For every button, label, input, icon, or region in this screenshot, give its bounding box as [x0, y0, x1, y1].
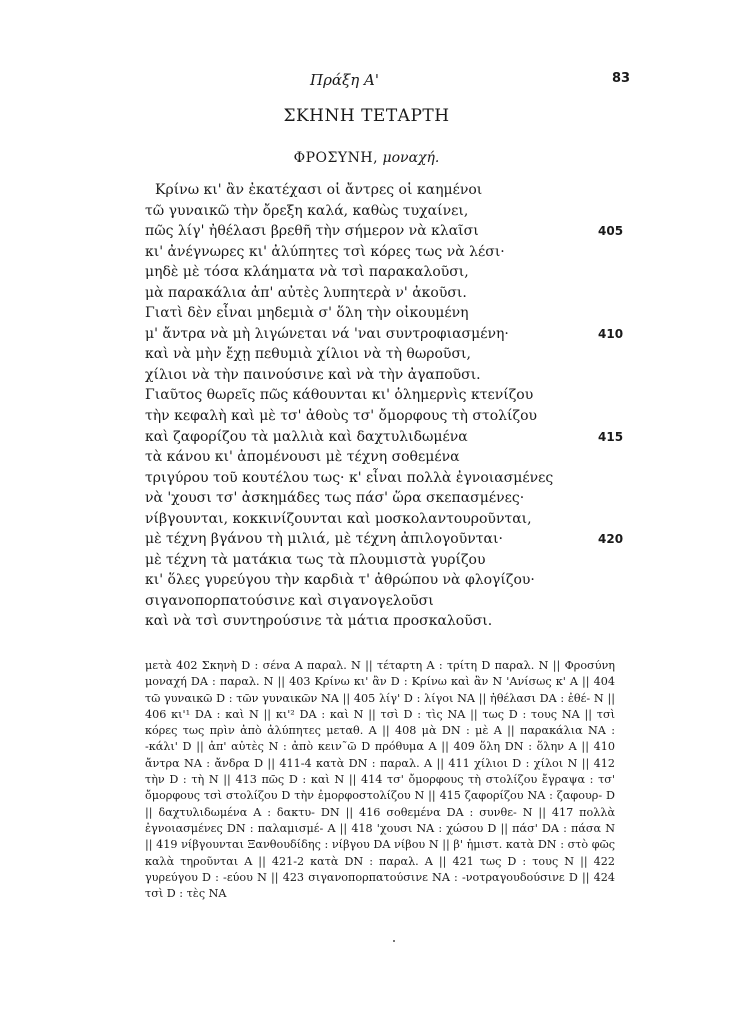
verse-text: πῶς λίγ' ἠθέλασι βρεθῆ τὴν σήμερον νὰ κλαῖσι	[145, 223, 479, 240]
verse-line	[145, 447, 635, 468]
verse-text: τὰ κάνου κι' ἀπομένουσι μὲ τέχνη σοθεμένα	[145, 449, 460, 466]
line-number: 405	[598, 224, 624, 239]
verse-line	[145, 406, 635, 427]
apparatus-text: μετὰ 402 Σκηνὴ D : σένα A παραλ. N || τέταρτη A : τρίτη D παραλ. N || Φροσύνη μοναχή DA : παραλ. N || 403 Κρίνω κι' ἂν D : Κρίνω καὶ ἂν N 'Ανίσως κ' A || 404 τῶ γυναικῶ D : τῶν γυναικῶν NA || 405 λίγ' D : λίγοι NA || ἠθέλασι DA : ἐθέ- N || 406 κι'¹ DA : καὶ N || κι'² DA : καὶ N || τσὶ D : τὶς NA || τως D : τους NA || τσὶ κόρες τως πρὶν ἀπὸ ἀλύπητες μεταθ. A || 408 μὰ DN : μὲ A || παρακάλια NA : -κάλι' D || ἀπ' αὐτὲς N : ἀπὸ κειν῀ῶ D πρόθυμα A || 409 ὅλη DN : ὅλην A || 410 ἄντρα NA : ἄνδρα D || 411-4 κατὰ DN : παραλ. A || 411 χίλιοι D : χίλοι N || 412 τὴν D : τὴ N || 413 πῶς D : καὶ N || 414 τσ' ὄμορφους τὴ στολίζου ἔγραψα : τσ' ὄμορφους τσὶ στολίζου D τὴν ἐμορφοστολίζου N || 415 ζαφορίζου NA : ζαφουρ- D || δαχτυλιδωμένα A : δακτυ- DN || 416 σοθεμένα DA : συνθε- N || 417 πολλὰ ἐγνοιασμένες DN : παλαμισμέ- A || 418 'χουσι NA : χώσου D || πάσ' DA : πάσα N || 419 νίβγουνται Ξανθουδίδης : νίβγου DA νίβου N || β' ἡμιστ. κατὰ DN : στὸ φῶς καλὰ τηροῦνται A || 421-2 κατὰ DN : παραλ. A || 421 τως D : τους N || 422 γυρεύγου D : -εύου N || 423 σιγανοπορπατούσινε NA : -νοτραγουδούσινε D || 424 τσὶ D : τὲς NA	[145, 659, 615, 901]
verse-line	[145, 550, 635, 571]
verse-line	[145, 385, 635, 406]
verse-line	[145, 529, 635, 550]
verse-text: τριγύρου τοῦ κουτέλου τως· κ' εἶναι πολλὰ ἐγνοιασμένες	[145, 469, 554, 486]
verse-text: Κρίνω κι' ἂν ἐκατέχασι οἱ ἄντρες οἱ καημένοι	[155, 182, 483, 198]
verse-text: νίβγουνται, κοκκινίζουνται καὶ μοσκολαντουροῦνται,	[145, 510, 532, 527]
running-head	[0, 71, 733, 91]
verse-line	[145, 324, 635, 345]
verse-line	[145, 611, 635, 632]
verse-text: σιγανοπορπατούσινε καὶ σιγανογελοῦσι	[145, 592, 434, 609]
verse-text: κι' ἀνέγνωρες κι' ἀλύπητες τσὶ κόρες τως νὰ λέσι·	[145, 243, 505, 260]
verse-line	[145, 201, 635, 222]
verse-text: καὶ νὰ τσὶ συντηρούσινε τὰ μάτια προσκαλοῦσι.	[145, 613, 493, 630]
verse-text: κι' ὅλες γυρεύγου τὴν καρδιὰ τ' ἀθρώπου νὰ φλογίζου·	[145, 572, 535, 589]
scene-heading: ΣΚΗΝΗ ΤΕΤΑΡΤΗ	[283, 106, 450, 126]
verse-line	[145, 303, 635, 324]
verse-text: νὰ 'χουσι τσ' ἀσκημάδες τως πάσ' ὥρα σκεπασμένες·	[145, 490, 525, 507]
verse-line	[145, 242, 635, 263]
verse-text: Γιαῦτος θωρεῖς πῶς κάθουνται κι' ὁλημερνὶς κτενίζου	[145, 387, 534, 404]
verse-text: καὶ ζαφορίζου τὰ μαλλιὰ καὶ δαχτυλιδωμένα	[145, 428, 468, 445]
line-number: 415	[598, 429, 624, 444]
speaker-line	[0, 150, 733, 166]
verse-line	[145, 262, 635, 283]
verse-text: χίλιοι νὰ τὴν παινούσινε καὶ νὰ τὴν ἀγαποῦσι.	[145, 366, 481, 383]
verse-text: καὶ νὰ μὴν ἔχῃ πεθυμιὰ χίλιοι νὰ τὴ θωροῦσι,	[145, 346, 471, 363]
line-number: 410	[598, 326, 624, 341]
critical-apparatus	[145, 658, 615, 902]
verse-block	[145, 180, 635, 632]
running-title: Πράξη Α'	[310, 71, 380, 89]
speaker-name: ΦΡΟΣΥΝΗ,	[293, 150, 379, 166]
verse-line	[145, 427, 635, 448]
verse-line	[145, 488, 635, 509]
verse-text: Γιατὶ δὲν εἶναι μηδεμιὰ σ' ὅλη τὴν οἰκουμένη	[145, 305, 469, 322]
verse-text: τὴν κεφαλὴ καὶ μὲ τσ' ἀθοὺς τσ' ὄμορφους τὴ στολίζου	[145, 408, 538, 425]
verse-line	[145, 221, 635, 242]
verse-text: τῶ γυναικῶ τὴν ὄρεξη καλά, καθὼς τυχαίνει,	[145, 202, 469, 219]
verse-text: μηδὲ μὲ τόσα κλάηματα νὰ τσὶ παρακαλοῦσι,	[145, 264, 469, 281]
verse-line	[145, 570, 635, 591]
verse-text: μὰ παρακάλια ἀπ' αὐτὲς λυπητερὰ ν' ἀκοῦσι.	[145, 284, 467, 301]
page-number: 83	[612, 71, 631, 86]
verse-line	[145, 283, 635, 304]
scan-speck	[393, 940, 395, 942]
verse-text: μὲ τέχνη τὰ ματάκια τως τὰ πλουμιστὰ γυρίζου	[145, 551, 486, 568]
verse-line	[145, 344, 635, 365]
verse-line	[145, 468, 635, 489]
verse-line	[145, 365, 635, 386]
verse-text: μ' ἄντρα νὰ μὴ λιγώνεται νά 'ναι συντροφιασμένη·	[145, 325, 509, 342]
line-number: 420	[598, 532, 624, 547]
verse-text: μὲ τέχνη βγάνου τὴ μιλιά, μὲ τέχνη ἀπιλογοῦνται·	[145, 531, 503, 548]
verse-line	[145, 509, 635, 530]
stage-direction: μοναχή.	[382, 150, 440, 166]
verse-line	[145, 591, 635, 612]
verse-line	[155, 180, 635, 201]
